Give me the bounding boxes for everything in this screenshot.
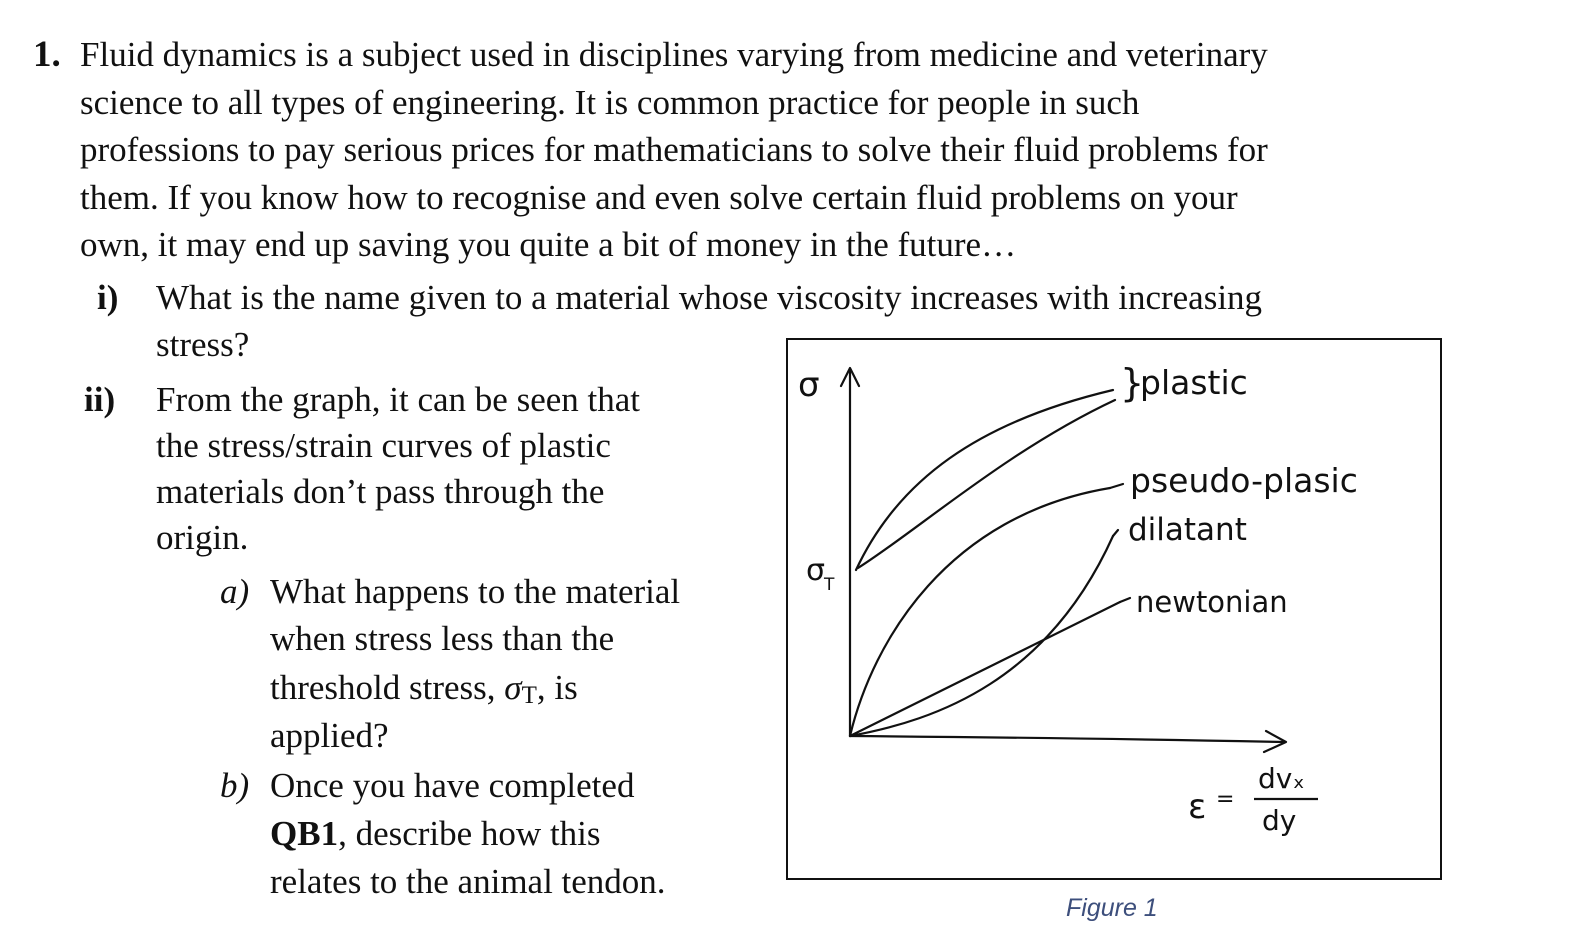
part-ii-text: the stress/strain curves of plastic: [156, 426, 611, 465]
label-newtonian: newtonian: [1136, 585, 1288, 619]
label-pseudo-plastic: pseudo-plasic: [1130, 461, 1358, 500]
part-ii-a-label: a): [220, 572, 250, 611]
newtonian-leader: [1120, 598, 1130, 602]
threshold-stress-label: σ: [806, 553, 826, 588]
dilatant-leader: [1113, 530, 1118, 536]
sigma-subscript: T: [521, 682, 537, 709]
part-ii-b-text: [270, 816, 601, 851]
part-ii-b-text: Once you have completed: [270, 766, 635, 805]
figure-1: [786, 338, 1442, 880]
intro-line: professions to pay serious prices for mathematicians to solve their fluid problems for: [80, 130, 1268, 169]
newtonian-curve: [850, 602, 1120, 736]
part-i-label: i): [97, 278, 119, 317]
part-ii-text: origin.: [156, 518, 249, 557]
figure-caption: Figure 1: [1066, 894, 1158, 922]
intro-line: them. If you know how to recognise and even solve certain fluid problems on your: [80, 178, 1238, 217]
question-number: 1.: [33, 34, 61, 75]
label-dilatant: dilatant: [1128, 512, 1247, 548]
x-axis-symbol: ε: [1188, 787, 1207, 827]
part-ii-a-text: [270, 670, 578, 708]
pseudo-plastic-leader: [1110, 484, 1123, 488]
part-ii-text: materials don’t pass through the: [156, 472, 605, 511]
x-axis-denominator: dy: [1262, 804, 1297, 837]
part-ii-a-text: applied?: [270, 716, 389, 755]
part-ii-a-text-post: , is: [536, 668, 578, 707]
intro-line: own, it may end up saving you quite a bit of money in the future…: [80, 225, 1017, 264]
pseudo-plastic-curve: [850, 488, 1110, 736]
intro-line: science to all types of engineering. It is common practice for people in such: [80, 83, 1140, 122]
plastic-curve-lower: [858, 400, 1115, 568]
part-ii-a-text-pre: threshold stress,: [270, 668, 505, 707]
part-ii-text: From the graph, it can be seen that: [156, 380, 641, 419]
part-i-text: What is the name given to a material whose viscosity increases with increasing: [156, 278, 1263, 317]
y-axis-symbol: σ: [798, 365, 820, 405]
dilatant-curve: [850, 536, 1113, 736]
plastic-brace: }: [1120, 361, 1145, 405]
x-axis-line: [850, 736, 1284, 742]
part-ii-label: ii): [84, 380, 116, 419]
stress-strain-graph: [788, 340, 1444, 882]
part-ii-b-text-rest: , describe how this: [338, 814, 601, 853]
x-axis-numerator: dvₓ: [1258, 762, 1305, 795]
label-plastic: plastic: [1140, 363, 1248, 402]
part-ii-a-text: when stress less than the: [270, 619, 615, 658]
x-axis-equals: =: [1216, 787, 1235, 812]
part-i-text: stress?: [156, 325, 250, 364]
part-ii-a-text: What happens to the material: [270, 572, 681, 611]
threshold-stress-subscript: T: [824, 575, 835, 595]
part-ii-b-text: relates to the animal tendon.: [270, 862, 666, 901]
intro-line: Fluid dynamics is a subject used in disciplines varying from medicine and veterinary: [80, 35, 1268, 74]
sigma-symbol: σ: [504, 668, 522, 707]
qb1-reference: QB1: [270, 814, 339, 853]
part-ii-b-label: b): [220, 766, 250, 805]
